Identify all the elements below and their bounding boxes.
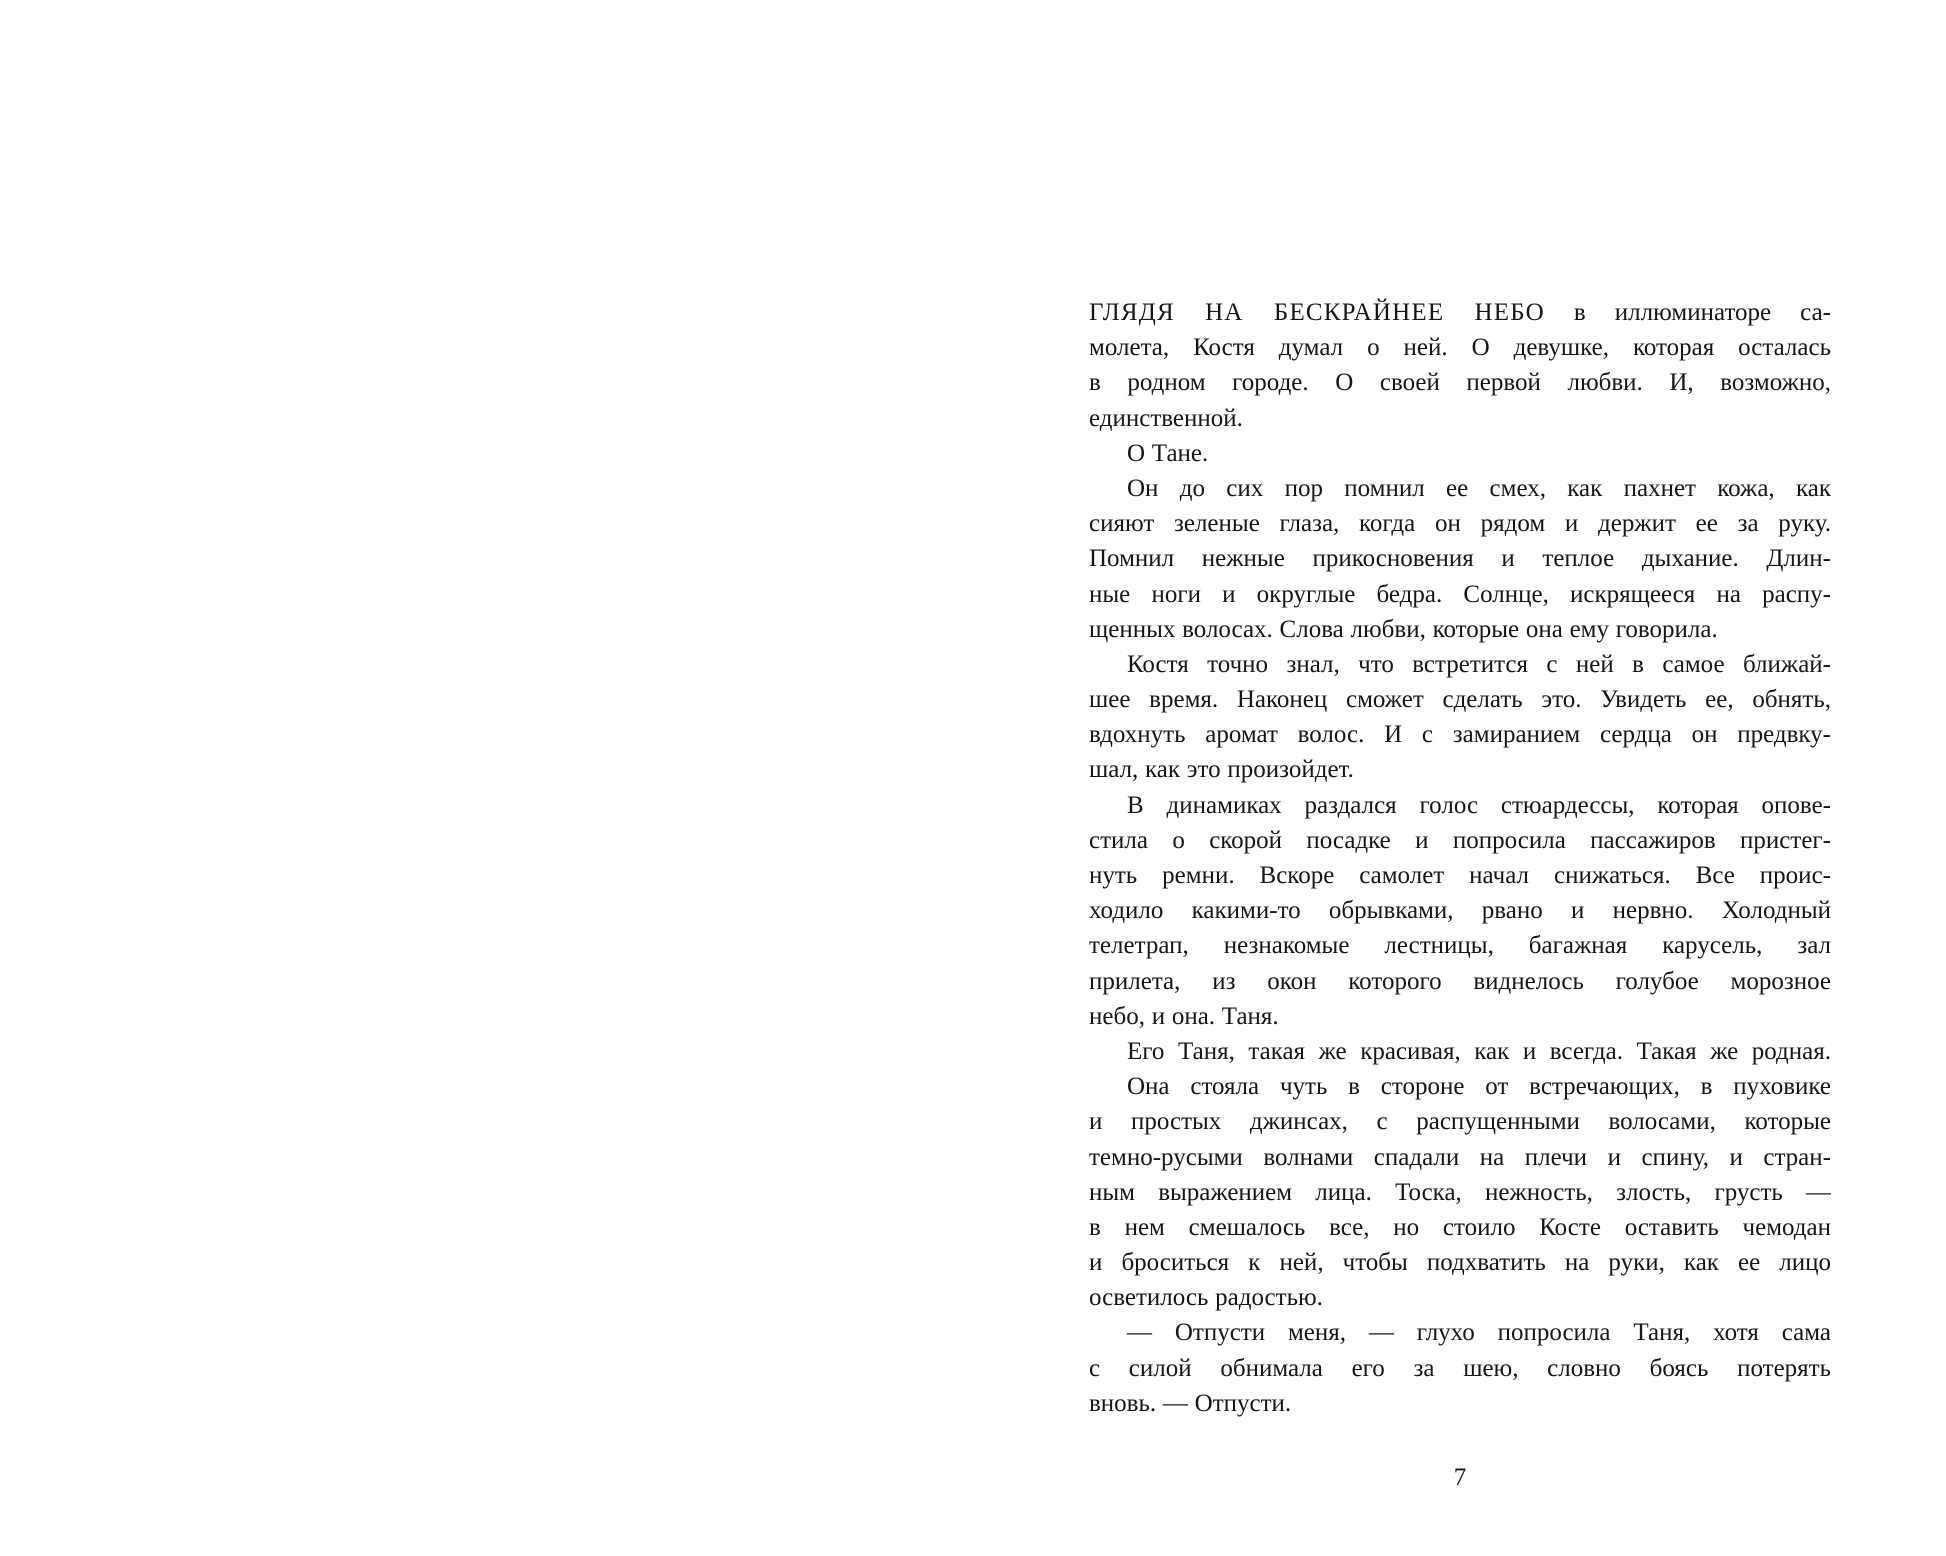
text-line: — Отпусти меня, — глухо попросила Таня, хотя сама <box>1127 1319 1831 1347</box>
text-line: В динамиках раздался голос стюардессы, которая опове- <box>1127 791 1831 819</box>
text-line: щенных волосах. Слова любви, которые она ему говорила. <box>1089 615 1718 643</box>
text-line: осветилось радостью. <box>1089 1284 1323 1312</box>
text-line: шее время. Наконец сможет сделать это. Увидеть ее, обнять, <box>1089 686 1831 714</box>
paragraph <box>1089 647 1831 788</box>
lead-in-caps: ГЛЯДЯ НА БЕСКРАЙНЕЕ НЕБО <box>1089 299 1545 326</box>
paragraph <box>1089 788 1831 1034</box>
text-line: Костя точно знал, что встретится с ней в самое ближай- <box>1127 650 1831 678</box>
paragraph <box>1089 436 1831 471</box>
text-line: ГЛЯДЯ НА БЕСКРАЙНЕЕ НЕБО в иллюминаторе са- <box>1089 299 1831 326</box>
text-line: стила о скорой посадке и попросила пассажиров пристег- <box>1089 826 1831 854</box>
text-line: в нем смешалось все, но стоило Косте оставить чемодан <box>1089 1213 1831 1241</box>
paragraph <box>1089 295 1831 436</box>
text-line: Помнил нежные прикосновения и теплое дыхание. Длин- <box>1089 545 1831 573</box>
text-line: Он до сих пор помнил ее смех, как пахнет кожа, как <box>1127 474 1831 502</box>
text-line: Она стояла чуть в стороне от встречающих, в пуховике <box>1127 1073 1831 1101</box>
text-line: темно-русыми волнами спадали на плечи и спину, и стран- <box>1089 1143 1831 1171</box>
paragraph <box>1089 1034 1831 1069</box>
text-line: единственной. <box>1089 404 1243 432</box>
paragraph <box>1089 471 1831 647</box>
text-line: прилета, из окон которого виднелось голубое морозное <box>1089 967 1831 995</box>
paragraph <box>1089 1315 1831 1421</box>
text-line: нуть ремни. Вскоре самолет начал снижаться. Все проис- <box>1089 862 1831 889</box>
paragraph <box>1089 1069 1831 1315</box>
text-line: и простых джинсах, с распущенными волосами, которые <box>1089 1108 1831 1136</box>
text-line: О Тане. <box>1127 439 1209 467</box>
text-line: вновь. — Отпусти. <box>1089 1389 1292 1417</box>
text-line: небо, и она. Таня. <box>1089 1002 1279 1030</box>
page-number: 7 <box>1453 1464 1467 1491</box>
text-line: телетрап, незнакомые лестницы, багажная карусель, зал <box>1089 932 1831 960</box>
body-text-column <box>1089 295 1831 1421</box>
text-line: ным выражением лица. Тоска, нежность, злость, грусть — <box>1089 1178 1831 1206</box>
text-line: в родном городе. О своей первой любви. И, возможно, <box>1089 369 1831 397</box>
text-line: шал, как это произойдет. <box>1089 756 1354 784</box>
text-line: Его Таня, такая же красивая, как и всегда. Такая же родная. <box>1127 1037 1831 1065</box>
text-line: сияют зеленые глаза, когда он рядом и держит ее за руку. <box>1089 510 1831 538</box>
text-line: и броситься к ней, чтобы подхватить на руки, как ее лицо <box>1089 1249 1831 1277</box>
text-line: вдохнуть аромат волос. И с замиранием сердца он предвку- <box>1089 721 1831 749</box>
text-line: молета, Костя думал о ней. О девушке, которая осталась <box>1089 334 1831 362</box>
text-line: ные ноги и округлые бедра. Солнце, искрящееся на распу- <box>1089 580 1831 608</box>
text-line: с силой обнимала его за шею, словно боясь потерять <box>1089 1354 1831 1382</box>
text-line: ходило какими-то обрывками, рвано и нервно. Холодный <box>1089 897 1831 925</box>
